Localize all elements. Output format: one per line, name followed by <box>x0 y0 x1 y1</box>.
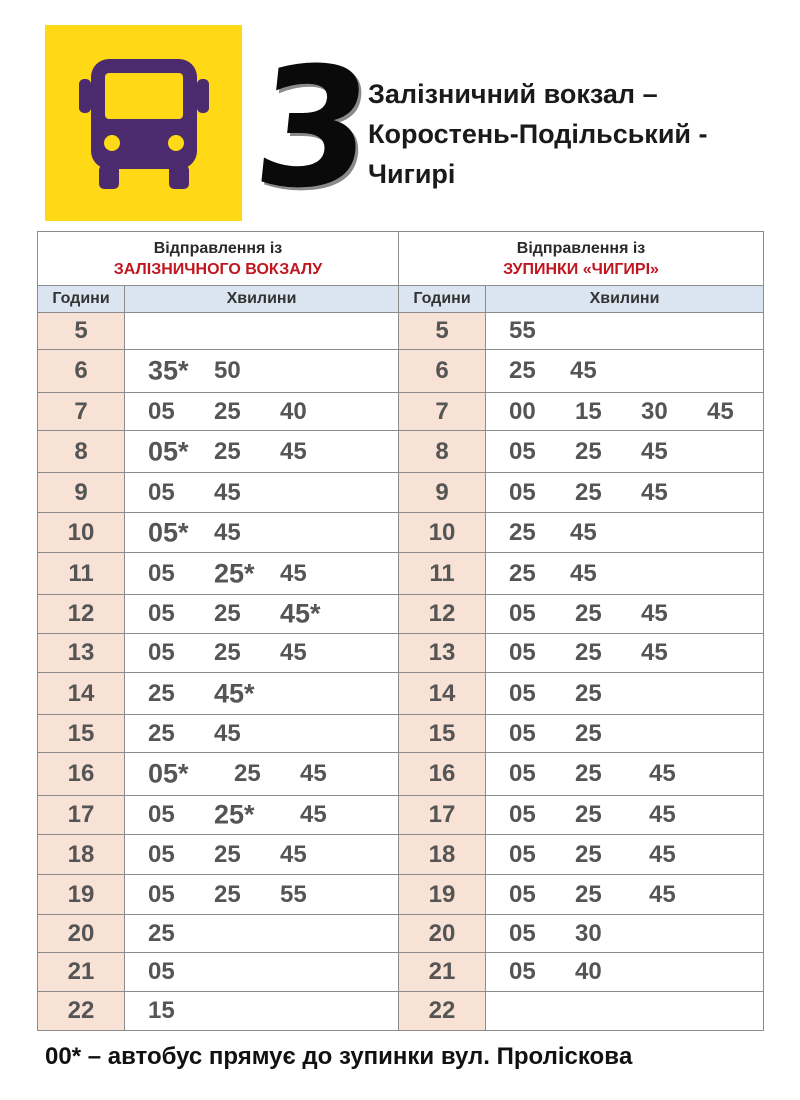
minute-value: 25 <box>214 840 241 868</box>
minute-value: 30 <box>641 397 668 425</box>
left-hour-cell: 16 <box>38 753 125 796</box>
minute-value: 25 <box>214 397 241 425</box>
minute-value: 25 <box>575 478 602 506</box>
minute-value: 45 <box>649 840 676 868</box>
table-row <box>38 835 764 875</box>
table-row <box>38 673 764 715</box>
right-minutes-cell <box>486 473 764 513</box>
minute-value: 05 <box>509 719 536 747</box>
right-hour-cell: 18 <box>399 835 486 875</box>
left-minutes-cell <box>125 553 399 595</box>
left-direction-header <box>38 232 399 286</box>
right-minutes-cell <box>486 393 764 431</box>
minute-value: 05 <box>509 639 536 666</box>
minute-value: 25 <box>575 679 602 707</box>
right-hour-cell: 8 <box>399 431 486 473</box>
minute-value: 45 <box>570 518 597 546</box>
minute-value: 45 <box>300 760 327 787</box>
right-minutes-header: Хвилини <box>486 286 764 313</box>
right-hour-cell: 22 <box>399 992 486 1031</box>
minute-value: 15 <box>148 997 175 1024</box>
route-name-line-2: Коростень-Подільський - <box>368 119 708 149</box>
left-minutes-cell <box>125 595 399 634</box>
right-minutes-cell <box>486 634 764 673</box>
right-minutes-cell <box>486 595 764 634</box>
table-row <box>38 715 764 753</box>
table-row <box>38 393 764 431</box>
minute-value: 35* <box>148 355 189 386</box>
left-minutes-cell <box>125 715 399 753</box>
minute-value: 25 <box>148 679 175 707</box>
minute-value: 45* <box>280 598 321 629</box>
table-row <box>38 992 764 1031</box>
bus-icon <box>79 55 209 191</box>
minute-value: 05 <box>148 600 175 627</box>
left-hour-cell: 20 <box>38 915 125 953</box>
minute-value: 05 <box>509 958 536 985</box>
left-hour-cell: 22 <box>38 992 125 1031</box>
left-minutes-cell <box>125 673 399 715</box>
minute-value: 30 <box>575 919 602 947</box>
minute-value: 55 <box>509 317 536 344</box>
timetable <box>37 231 764 1031</box>
minute-value: 45 <box>280 639 307 666</box>
table-row <box>38 473 764 513</box>
minute-value: 15 <box>575 397 602 425</box>
right-hour-cell: 7 <box>399 393 486 431</box>
minute-value: 45 <box>649 760 676 787</box>
right-hour-cell: 19 <box>399 875 486 915</box>
right-hour-cell: 11 <box>399 553 486 595</box>
minute-value: 45 <box>280 559 307 587</box>
table-row <box>38 796 764 835</box>
minute-value: 00 <box>509 397 536 425</box>
left-minutes-cell <box>125 915 399 953</box>
minute-value: 55 <box>280 880 307 908</box>
left-minutes-cell <box>125 313 399 350</box>
minute-value: 45 <box>641 437 668 465</box>
minute-value: 25 <box>509 559 536 587</box>
left-minutes-cell <box>125 835 399 875</box>
left-minutes-cell <box>125 634 399 673</box>
minute-value: 05 <box>509 437 536 465</box>
left-hour-cell: 15 <box>38 715 125 753</box>
left-hour-cell: 5 <box>38 313 125 350</box>
minute-value: 05 <box>148 397 175 425</box>
table-row <box>38 953 764 992</box>
right-minutes-cell <box>486 796 764 835</box>
table-row <box>38 431 764 473</box>
left-minutes-header: Хвилини <box>125 286 399 313</box>
left-hour-cell: 9 <box>38 473 125 513</box>
right-hours-header: Години <box>399 286 486 313</box>
minute-value: 05 <box>148 880 175 908</box>
left-hour-cell: 18 <box>38 835 125 875</box>
minute-value: 40 <box>575 958 602 985</box>
right-minutes-cell <box>486 715 764 753</box>
minute-value: 25 <box>214 437 241 465</box>
table-row <box>38 753 764 796</box>
right-minutes-cell <box>486 513 764 553</box>
left-hour-cell: 14 <box>38 673 125 715</box>
minute-value: 45 <box>214 478 241 506</box>
minute-value: 05 <box>148 958 175 985</box>
right-hour-cell: 16 <box>399 753 486 796</box>
left-hour-cell: 11 <box>38 553 125 595</box>
route-name <box>368 74 788 194</box>
left-hour-cell: 7 <box>38 393 125 431</box>
right-minutes-cell <box>486 431 764 473</box>
left-hour-cell: 8 <box>38 431 125 473</box>
right-direction-title: Відправлення із <box>516 239 646 257</box>
timetable-body <box>38 313 764 1031</box>
left-minutes-cell <box>125 875 399 915</box>
minute-value: 25 <box>575 719 602 747</box>
right-hour-cell: 17 <box>399 796 486 835</box>
route-logo <box>45 25 242 221</box>
left-minutes-cell <box>125 992 399 1031</box>
left-direction-title: Відправлення із <box>153 239 283 257</box>
route-number: 3 <box>245 32 381 224</box>
right-hour-cell: 14 <box>399 673 486 715</box>
table-row <box>38 313 764 350</box>
left-direction-stop: ЗАЛІЗНИЧНОГО ВОКЗАЛУ <box>113 260 323 278</box>
minute-value: 45 <box>649 880 676 908</box>
right-minutes-cell <box>486 350 764 393</box>
minute-value: 25* <box>214 558 255 588</box>
left-minutes-cell <box>125 513 399 553</box>
minute-value: 25 <box>509 518 536 546</box>
left-minutes-cell <box>125 431 399 473</box>
left-minutes-cell <box>125 753 399 796</box>
table-row <box>38 553 764 595</box>
minute-value: 45 <box>641 600 668 627</box>
minute-value: 05 <box>509 679 536 707</box>
right-minutes-cell <box>486 553 764 595</box>
right-hour-cell: 9 <box>399 473 486 513</box>
left-minutes-cell <box>125 350 399 393</box>
minute-value: 45 <box>300 801 327 828</box>
right-minutes-cell <box>486 753 764 796</box>
minute-value: 25* <box>214 799 255 830</box>
minute-value: 45 <box>280 437 307 465</box>
minute-value: 45 <box>641 639 668 666</box>
table-row <box>38 595 764 634</box>
minute-value: 45 <box>570 357 597 384</box>
right-minutes-cell <box>486 875 764 915</box>
minute-value: 45 <box>641 478 668 506</box>
right-hour-cell: 6 <box>399 350 486 393</box>
minute-value: 25 <box>148 719 175 747</box>
minute-value: 05 <box>509 478 536 506</box>
minute-value: 05 <box>148 801 175 828</box>
right-hour-cell: 21 <box>399 953 486 992</box>
minute-value: 05* <box>148 758 189 789</box>
right-direction-stop: ЗУПИНКИ «ЧИГИРІ» <box>503 260 659 278</box>
minute-value: 05 <box>509 880 536 908</box>
right-minutes-cell <box>486 992 764 1031</box>
right-minutes-cell <box>486 673 764 715</box>
minute-value: 25 <box>234 760 261 787</box>
minute-value: 45* <box>214 678 255 708</box>
minute-value: 05 <box>509 919 536 947</box>
table-row <box>38 350 764 393</box>
left-hour-cell: 10 <box>38 513 125 553</box>
minute-value: 25 <box>148 919 175 947</box>
minute-value: 05 <box>148 559 175 587</box>
footnote: 00* – автобус прямує до зупинки вул. Пролісковa <box>45 1043 633 1070</box>
left-hour-cell: 12 <box>38 595 125 634</box>
minute-value: 25 <box>214 600 241 627</box>
right-hour-cell: 15 <box>399 715 486 753</box>
minute-value: 05 <box>509 801 536 828</box>
right-hour-cell: 10 <box>399 513 486 553</box>
right-direction-header <box>399 232 764 286</box>
left-minutes-cell <box>125 796 399 835</box>
minute-value: 25 <box>575 600 602 627</box>
right-hour-cell: 20 <box>399 915 486 953</box>
right-hour-cell: 12 <box>399 595 486 634</box>
minute-value: 45 <box>214 518 241 546</box>
minute-value: 25 <box>575 760 602 787</box>
left-hour-cell: 17 <box>38 796 125 835</box>
table-row <box>38 915 764 953</box>
minute-value: 25 <box>509 357 536 384</box>
table-row <box>38 875 764 915</box>
minute-value: 45 <box>649 801 676 828</box>
minute-value: 05* <box>148 517 189 547</box>
minute-value: 25 <box>575 801 602 828</box>
left-hour-cell: 6 <box>38 350 125 393</box>
minute-value: 05 <box>148 639 175 666</box>
table-row <box>38 513 764 553</box>
route-name-line-3: Чигирі <box>368 159 456 189</box>
minute-value: 45 <box>707 397 734 425</box>
left-minutes-cell <box>125 953 399 992</box>
table-row <box>38 634 764 673</box>
minute-value: 25 <box>575 437 602 465</box>
minute-value: 45 <box>570 559 597 587</box>
right-minutes-cell <box>486 953 764 992</box>
minute-value: 05 <box>148 840 175 868</box>
minute-value: 05 <box>509 760 536 787</box>
left-hour-cell: 21 <box>38 953 125 992</box>
minute-value: 05 <box>509 840 536 868</box>
right-minutes-cell <box>486 313 764 350</box>
left-hours-header: Години <box>38 286 125 313</box>
right-minutes-cell <box>486 915 764 953</box>
left-minutes-cell <box>125 473 399 513</box>
minute-value: 40 <box>280 397 307 425</box>
minute-value: 45 <box>280 840 307 868</box>
right-minutes-cell <box>486 835 764 875</box>
minute-value: 05 <box>509 600 536 627</box>
minute-value: 50 <box>214 357 241 384</box>
minute-value: 05 <box>148 478 175 506</box>
left-minutes-cell <box>125 393 399 431</box>
route-name-line-1: Залізничний вокзал – <box>368 79 658 109</box>
minute-value: 05* <box>148 436 189 466</box>
minute-value: 45 <box>214 719 241 747</box>
minute-value: 25 <box>214 639 241 666</box>
minute-value: 25 <box>575 840 602 868</box>
minute-value: 25 <box>214 880 241 908</box>
minute-value: 25 <box>575 880 602 908</box>
minute-value: 25 <box>575 639 602 666</box>
right-hour-cell: 13 <box>399 634 486 673</box>
left-hour-cell: 19 <box>38 875 125 915</box>
left-hour-cell: 13 <box>38 634 125 673</box>
right-hour-cell: 5 <box>399 313 486 350</box>
